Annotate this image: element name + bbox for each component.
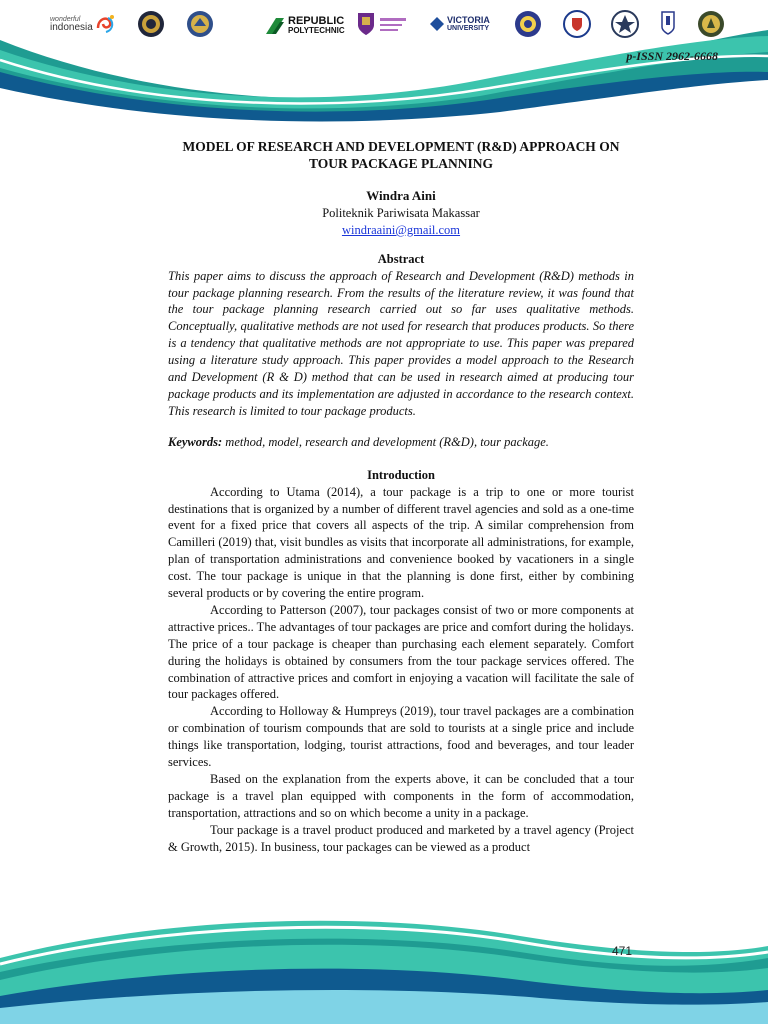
page-number: 471	[612, 944, 633, 958]
narrow-crest-icon	[661, 11, 675, 35]
partner-logos	[0, 8, 768, 48]
paper-body	[168, 138, 634, 856]
abstract-text: This paper aims to discuss the approach of Research and Development (R&D) methods in tour package planning research. From the results of the literature review, it was found that the tour package planning research carried out so far uses qualitative methods. Conceptually, qualitative methods are not used for research that produces products. So there is a tendency that qualitative methods are not appropriate to use. This paper was prepared using a literature study approach. This paper provides a model approach to the Research and Development (R & D) method that can be used in research aimed at producing tour package products and its implementation are adjusted in accordance to the research context. This research is limited to tour package products.	[168, 268, 634, 418]
keywords-text: method, model, research and development (R&D), tour package.	[222, 434, 549, 449]
university-name-icon	[380, 16, 408, 34]
republic-polytechnic-icon	[264, 16, 286, 36]
introduction-heading: Introduction	[367, 467, 435, 482]
republic-polytechnic-logo: REPUBLIC POLYTECHNIC	[288, 15, 345, 35]
keywords-label: Keywords:	[168, 434, 223, 449]
wonderful-indonesia-swirl-icon	[94, 12, 116, 34]
intro-paragraph: Based on the explanation from the experts above, it can be concluded that a tour package is a travel plan equipped with components in the form of accommodation, transportation, attractions and so on which become a unity in a package.	[168, 772, 634, 820]
intro-paragraph: Tour package is a travel product produced and marketed by a travel agency (Project & Growth, 2015). In business, tour packages can be viewed as a product	[168, 822, 634, 854]
author-affiliation: Politeknik Pariwisata Makassar	[322, 205, 480, 220]
abstract-heading: Abstract	[377, 251, 425, 266]
gold-seal-icon	[697, 10, 725, 38]
intro-paragraph: According to Utama (2014), a tour package is a trip to one or more tourist destinations that is organized by a number of different travel agencies and sold as a one-time event for a fixed price that covers all aspects of the trip. A similar comprehension from Camilleri (2019) that, visit bundles as visits that incorporate all administrations, for example, plan of transportation administrations and convenience booked by vacationers in a single cost. The tour package is unique in that the planning is done first, either by combining several products or by covering the entire program.	[168, 484, 634, 601]
author-name: Windra Aini	[366, 188, 436, 203]
shield-seal-icon	[563, 10, 591, 38]
victoria-university-logo: VICTORIA UNIVERSITY	[447, 15, 490, 32]
paper-title: MODEL OF RESEARCH AND DEVELOPMENT (R&D) APPROACH ON TOUR PACKAGE PLANNING	[182, 139, 620, 171]
university-crest-icon	[356, 11, 376, 37]
wonderful-indonesia-logo: wonderful indonesia	[50, 16, 93, 33]
keywords-line	[168, 434, 634, 451]
intro-paragraph: According to Holloway & Humpreys (2019), tour travel packages are a combination or combination of tourism compounds that are sold to tourists at a single price and include things like transportation, lodging, tourist attractions, food and beverages, and tour leader services.	[168, 704, 634, 770]
issn-label: p-ISSN 2962-6668	[626, 49, 718, 63]
ministry-seal-icon	[137, 10, 165, 38]
author-email-link[interactable]: windraaini@gmail.com	[341, 222, 461, 237]
star-seal-icon	[611, 10, 639, 38]
intro-paragraph: According to Patterson (2007), tour packages consist of two or more components at attractive prices.. The advantages of tour packages are price and comfort during the holidays. The price of a tour package is cheaper than purchasing each element separately. Comfort during the holidays is obtained by consumers from the tour package services offered. The combination of attractive prices and comfort in enjoying a vacation will facilitate the sale of tour packages offered.	[168, 602, 634, 702]
blue-round-seal-icon	[514, 10, 542, 38]
institution-seal-icon	[186, 10, 214, 38]
footer-wave-band	[0, 900, 768, 1024]
victoria-diamond-icon	[430, 17, 444, 31]
